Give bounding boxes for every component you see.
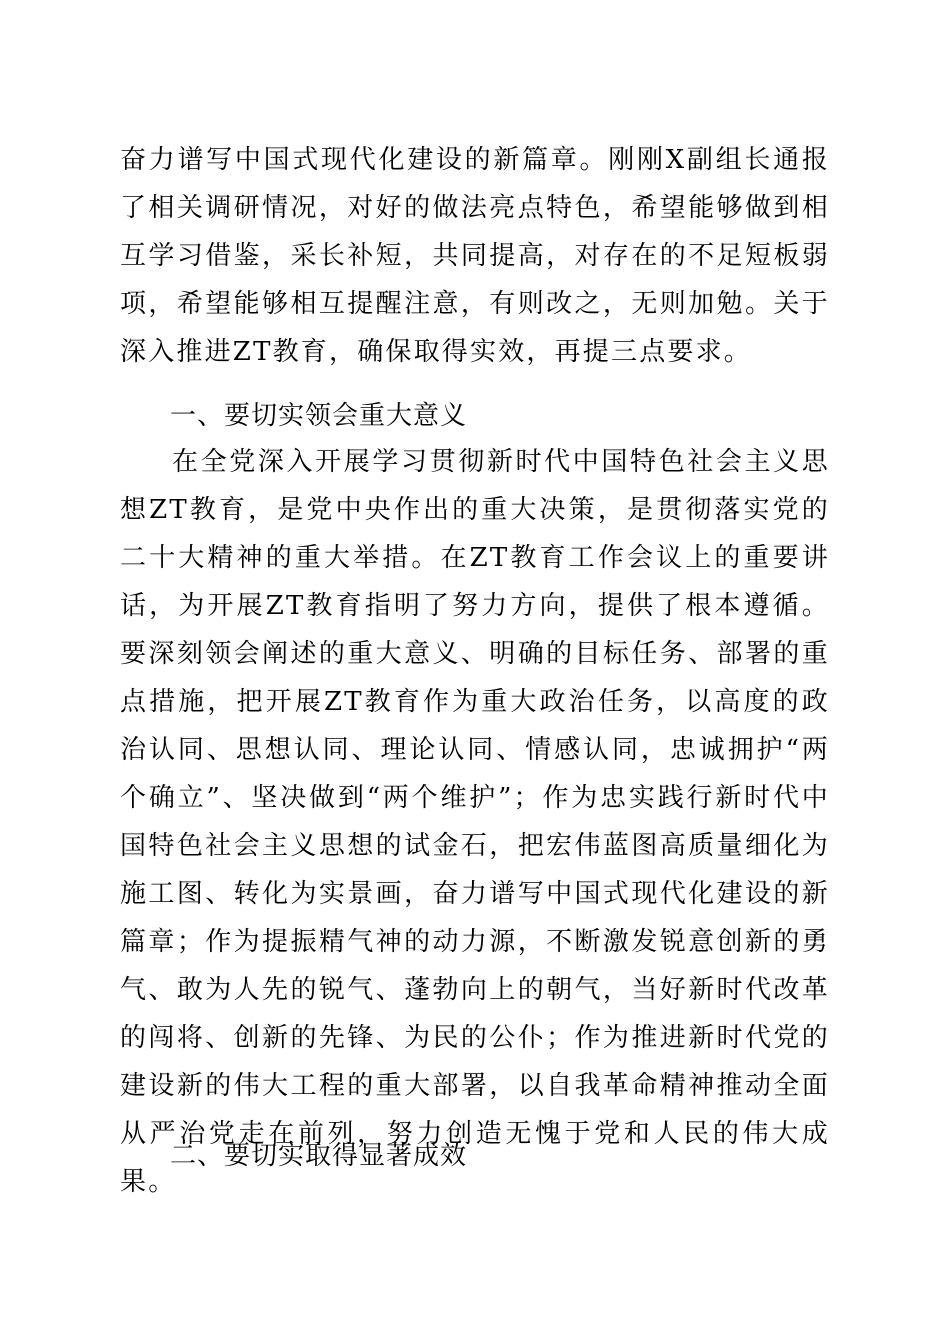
body-paragraph-section-1: 在全党深入开展学习贯彻新时代中国特色社会主义思想ZT教育，是党中央作出的重大决策，是贯彻落实党的二十大精神的重大举措。在ZT教育工作会议上的重要讲话，为开展ZT教育指明了努力方向，提供了根本遵循。要深刻领会阐述的重大意义、明确的目标任务、部署的重点措施，把开展ZT教育作为重大政治任务，以高度的政治认同、思想认同、理论认同、情感认同，忠诚拥护“两个确立”、坚决做到“两个维护”；作为忠实践行新时代中国特色社会主义思想的试金石，把宏伟蓝图高质量细化为施工图、转化为实景画，奋力谱写中国式现代化建设的新篇章；作为提振精气神的动力源，不断激发锐意创新的勇气、敢为人先的锐气、蓬勃向上的朝气，当好新时代改革的闯将、创新的先锋、为民的公仆；作为推进新时代党的建设新的伟大工程的重大部署，以自我革命精神推动全面从严治党走在前列，努力创造无愧于党和人民的伟大成果。 — [120, 447, 830, 1197]
section-heading-1: 一、要切实领会重大意义 — [170, 401, 468, 431]
body-paragraph-intro: 奋力谱写中国式现代化建设的新篇章。刚刚X副组长通报了相关调研情况，对好的做法亮点特色，希望能够做到相互学习借鉴，采长补短，共同提高，对存在的不足短板弱项，希望能够相互提醒注意，有则改之，无则加勉。关于深入推进ZT教育，确保取得实效，再提三点要求。 — [120, 145, 830, 367]
section-heading-2: 二、要切实取得显著成效 — [170, 1141, 468, 1171]
